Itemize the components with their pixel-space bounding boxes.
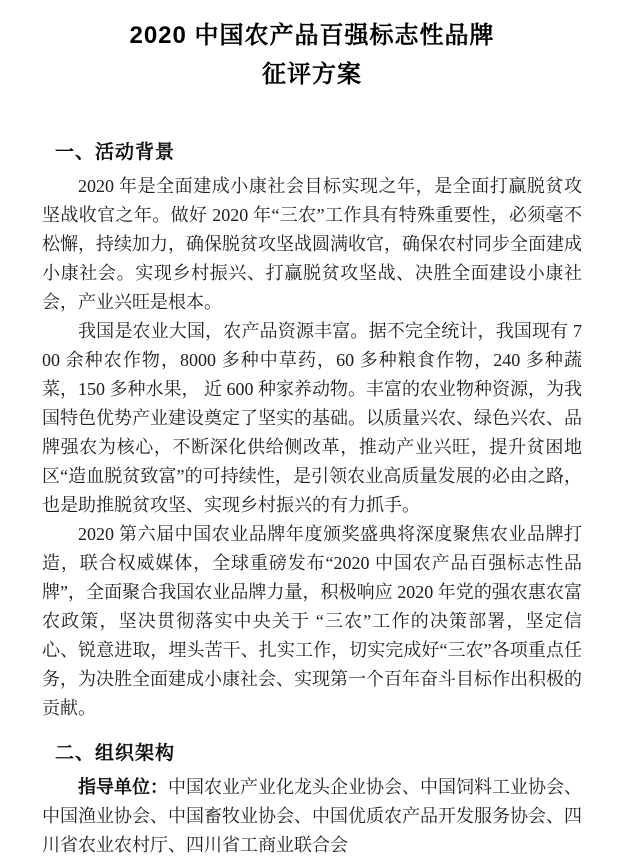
paragraph-background-3: 2020 第六届中国农业品牌年度颁奖盛典将深度聚焦农业品牌打造，联合权威媒体，全球重磅发布“2020 中国农产品百强标志性品牌”，全面聚合我国农业品牌力量，积极响应 2020 年党的强农惠农富农政策，坚决贯彻落实中央关于 “三农”工作的决策部署，坚定信心、锐意进取，埋头苦干、扎实工作，切实完成好“三农”各项重点任务，为决胜全面建成小康社会、实现第一个百年奋斗目标作出积极的贡献。 [42,524,582,718]
section-heading-organization-structure: 二、组织架构 [55,743,176,764]
document-title [42,16,582,94]
section-organization-structure [42,742,582,860]
guiding-units-list: 中国农业产业化龙头企业协会、中国饲料工业协会、中国渔业协会、中国畜牧业协会、中国优质农产品开发服务协会、四川省农业农村厅、四川省工商业联合会 [42,777,582,855]
document-title-line-2: 征评方案 [262,61,362,88]
paragraph-background-2: 我国是农业大国，农产品资源丰富。据不完全统计，我国现有 700 余种农作物，8000 多种中草药，60 多种粮食作物，240 多种蔬菜，150 多种水果， 近 600 种家养动物。丰富的农业物种资源，为我国特色优势产业建设奠定了坚实的基础。以质量兴农、绿色兴农、品牌强农为核心，不断深化供给侧改革，推动产业兴旺，提升贫困地区“造血脱贫致富”的可持续性，是引领农业高质量发展的必由之路，也是助推脱贫攻坚、实现乡村振兴的有力抓手。 [42,321,582,515]
document-title-line-1: 2020 中国农产品百强标志性品牌 [129,22,495,49]
section-heading-activity-background: 一、活动背景 [55,142,176,163]
guiding-units-label: 指导单位： [78,777,168,797]
paragraph-guiding-units [42,773,582,860]
paragraph-background-1: 2020 年是全面建成小康社会目标实现之年，是全面打赢脱贫攻坚战收官之年。做好 2020 年“三农”工作具有特殊重要性，必须毫不松懈，持续加力，确保脱贫攻坚战圆满收官，确保农村同步全面建成小康社会。实现乡村振兴、打赢脱贫攻坚战、决胜全面建设小康社会，产业兴旺是根本。 [42,176,582,312]
section-activity-background [42,141,582,723]
